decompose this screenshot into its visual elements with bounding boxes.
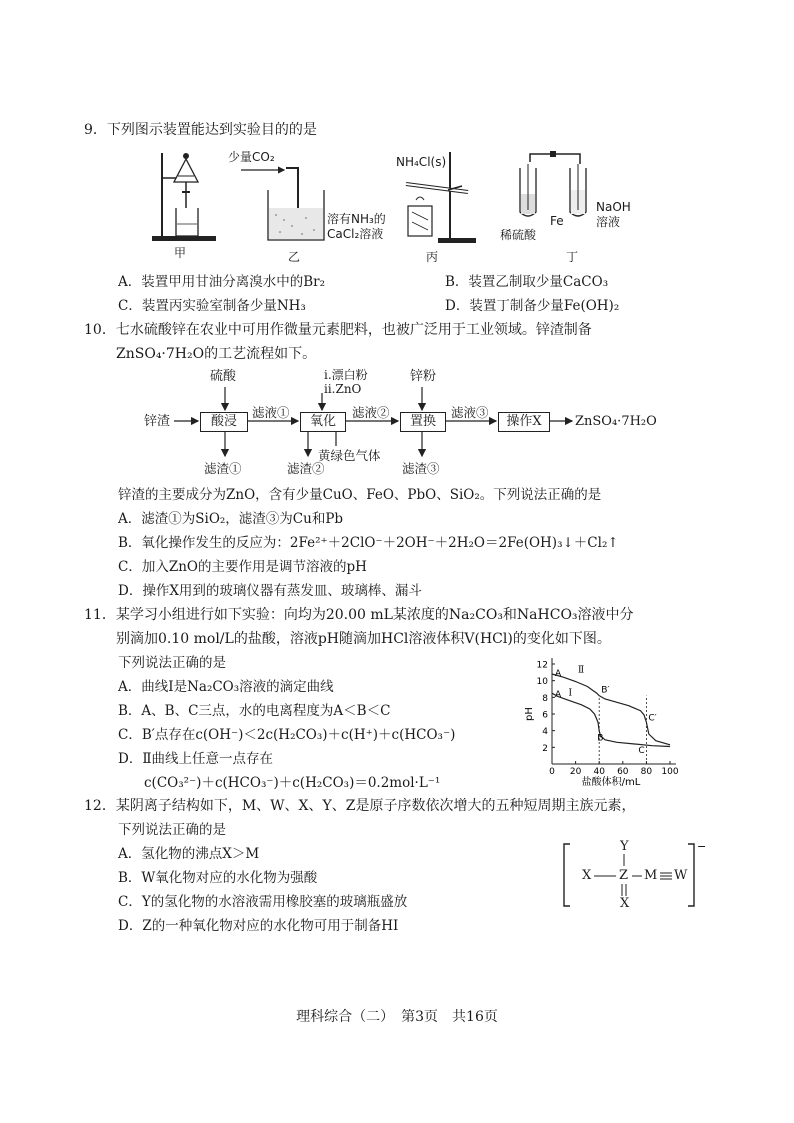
point-label: A bbox=[555, 669, 562, 679]
flow-residue-1: 滤渣① bbox=[204, 461, 242, 476]
point-label: C′ bbox=[648, 713, 657, 724]
struct-z: Z bbox=[619, 868, 629, 883]
x-tick-label: 80 bbox=[640, 767, 653, 777]
point-label: B′ bbox=[601, 685, 610, 696]
flow-zinc: 锌粉 bbox=[410, 369, 437, 384]
point-label: B bbox=[597, 733, 604, 744]
q10-option-d[interactable]: D．操作X用到的玻璃仪器有蒸发皿、玻璃棒、漏斗 bbox=[118, 583, 422, 599]
curve-label-2: Ⅱ bbox=[577, 665, 585, 676]
point-label: C bbox=[638, 745, 645, 756]
point-label: A bbox=[555, 690, 562, 701]
q9-stem: 9．下列图示装置能达到实验目的的是 bbox=[84, 122, 317, 138]
q11-stem-line2: 别滴加0.10 mol/L的盐酸，溶液pH随滴加HCl溶液体积V(HCl)的变化如下图。 bbox=[116, 631, 611, 647]
q12-option-a[interactable]: A．氢化物的沸点X＞M bbox=[118, 846, 260, 862]
x-tick-label: 100 bbox=[661, 767, 679, 777]
struct-w: W bbox=[674, 868, 688, 883]
label-nh4cl: NH₄Cl(s) bbox=[396, 155, 447, 169]
flow-filtrate-1: 滤液① bbox=[252, 405, 290, 420]
label-yi: 乙 bbox=[288, 250, 301, 264]
x-axis-label: 盐酸体积/mL bbox=[581, 777, 641, 788]
q11-option-b[interactable]: B．A、B、C三点，水的电离程度为A＜B＜C bbox=[118, 703, 391, 719]
flow-filtrate-3: 滤液③ bbox=[451, 405, 489, 420]
flow-box-acid-leach: 酸浸 bbox=[200, 412, 248, 432]
flow-start: 锌渣 bbox=[144, 414, 171, 429]
flow-residue-3: 滤渣③ bbox=[402, 461, 440, 476]
q12-option-b[interactable]: B．W氧化物对应的水化物为强酸 bbox=[118, 870, 318, 886]
y-tick-label: 2 bbox=[542, 743, 548, 754]
flow-residue-2: 滤渣② bbox=[287, 461, 325, 476]
y-tick-label: 10 bbox=[536, 677, 548, 688]
struct-x: X bbox=[582, 868, 592, 883]
x-tick-label: 0 bbox=[549, 767, 555, 777]
y-axis-label: pH bbox=[524, 707, 535, 721]
label-jia: 甲 bbox=[174, 246, 187, 260]
struct-m: M bbox=[644, 868, 658, 883]
x-tick-label: 20 bbox=[569, 767, 582, 777]
curve-label-1: Ⅰ bbox=[568, 688, 573, 699]
charge-sign: − bbox=[697, 840, 707, 853]
x-tick-label: 60 bbox=[617, 767, 629, 777]
label-ding: 丁 bbox=[566, 250, 579, 264]
q9-option-b[interactable]: B．装置乙制取少量CaCO₃ bbox=[445, 274, 609, 290]
struct-y: Y bbox=[620, 839, 629, 854]
q11-stem-line3: 下列说法正确的是 bbox=[118, 655, 226, 671]
label-nh3-soln-2: CaCl₂溶液 bbox=[327, 227, 384, 241]
q12-stem-line1: 12．某阴离子结构如下，M、W、X、Y、Z是原子序数依次增大的五种短周期主族元素， bbox=[84, 798, 636, 814]
ph-titration-chart bbox=[520, 652, 690, 788]
q9-option-c[interactable]: C．装置丙实验室制备少量NH₃ bbox=[118, 298, 306, 314]
q10-stem-line2: ZnSO₄·7H₂O的工艺流程如下。 bbox=[116, 346, 317, 362]
q9-option-d[interactable]: D．装置丁制备少量Fe(OH)₂ bbox=[445, 298, 620, 314]
q11-option-a[interactable]: A．曲线Ⅰ是Na₂CO₃溶液的滴定曲线 bbox=[118, 679, 334, 695]
flow-box-oxidation: 氧化 bbox=[300, 412, 346, 432]
flow-acid: 硫酸 bbox=[210, 369, 237, 384]
q12-stem-line2: 下列说法正确的是 bbox=[118, 822, 226, 838]
q10-option-a[interactable]: A．滤渣①为SiO₂，滤渣③为Cu和Pb bbox=[118, 511, 344, 527]
label-naoh-2: 溶液 bbox=[596, 215, 621, 229]
page-footer: 理科综合（二） 第3页 共16页 bbox=[296, 1009, 498, 1025]
label-bing: 丙 bbox=[426, 250, 439, 264]
flow-box-operation-x: 操作X bbox=[498, 412, 550, 432]
x-tick-label: 40 bbox=[593, 767, 605, 777]
y-tick-label: 4 bbox=[542, 727, 548, 738]
label-dilute-acid: 稀硫酸 bbox=[500, 228, 537, 242]
series-line-1 bbox=[552, 674, 670, 745]
q10-option-c[interactable]: C．加入ZnO的主要作用是调节溶液的pH bbox=[118, 559, 367, 575]
flow-reagent-i: ⅰ.漂白粉 bbox=[324, 368, 368, 382]
q11-option-d-line1[interactable]: D．Ⅱ曲线上任意一点存在 bbox=[118, 751, 273, 767]
label-nh3-soln-1: 溶有NH₃的 bbox=[327, 212, 386, 226]
flow-box-replacement: 置换 bbox=[400, 412, 446, 432]
y-tick-label: 12 bbox=[536, 660, 548, 671]
flow-reagent-ii: ⅱ.ZnO bbox=[324, 382, 362, 396]
q12-option-c[interactable]: C．Y的氢化物的水溶液需用橡胶塞的玻璃瓶盛放 bbox=[118, 894, 408, 910]
struct-x-bottom: X bbox=[620, 896, 630, 911]
flow-filtrate-2: 滤液② bbox=[352, 405, 390, 420]
q10-stem-line1: 10．七水硫酸锌在农业中可用作微量元素肥料，也被广泛用于工业领域。锌渣制备 bbox=[84, 322, 592, 338]
q10-option-b[interactable]: B．氧化操作发生的反应为：2Fe²⁺＋2ClO⁻＋2OH⁻＋2H₂O＝2Fe(OH)₃↓＋Cl₂↑ bbox=[118, 535, 619, 551]
y-tick-label: 8 bbox=[542, 693, 548, 704]
q9-option-a[interactable]: A．装置甲用甘油分离溴水中的Br₂ bbox=[118, 274, 326, 290]
y-tick-label: 6 bbox=[542, 710, 548, 721]
q10-note: 锌渣的主要成分为ZnO，含有少量CuO、FeO、PbO、SiO₂。下列说法正确的是 bbox=[118, 487, 602, 503]
label-co2: 少量CO₂ bbox=[228, 150, 275, 164]
flow-product: ZnSO₄·7H₂O bbox=[575, 414, 657, 429]
label-naoh-1: NaOH bbox=[596, 200, 631, 214]
q11-stem-line1: 11．某学习小组进行如下实验：向均为20.00 mL某浓度的Na₂CO₃和NaHCO₃溶液中分 bbox=[84, 607, 634, 623]
label-fe: Fe bbox=[550, 214, 564, 228]
q12-option-d[interactable]: D．Z的一种氧化物对应的水化物可用于制备HI bbox=[118, 918, 399, 934]
q11-option-d-line2: c(CO₃²⁻)＋c(HCO₃⁻)＋c(H₂CO₃)＝0.2mol·L⁻¹ bbox=[144, 775, 441, 791]
q11-option-c[interactable]: C．B′点存在c(OH⁻)＜2c(H₂CO₃)＋c(H⁺)＋c(HCO₃⁻) bbox=[118, 727, 456, 743]
flow-gas: 黄绿色气体 bbox=[318, 448, 381, 463]
